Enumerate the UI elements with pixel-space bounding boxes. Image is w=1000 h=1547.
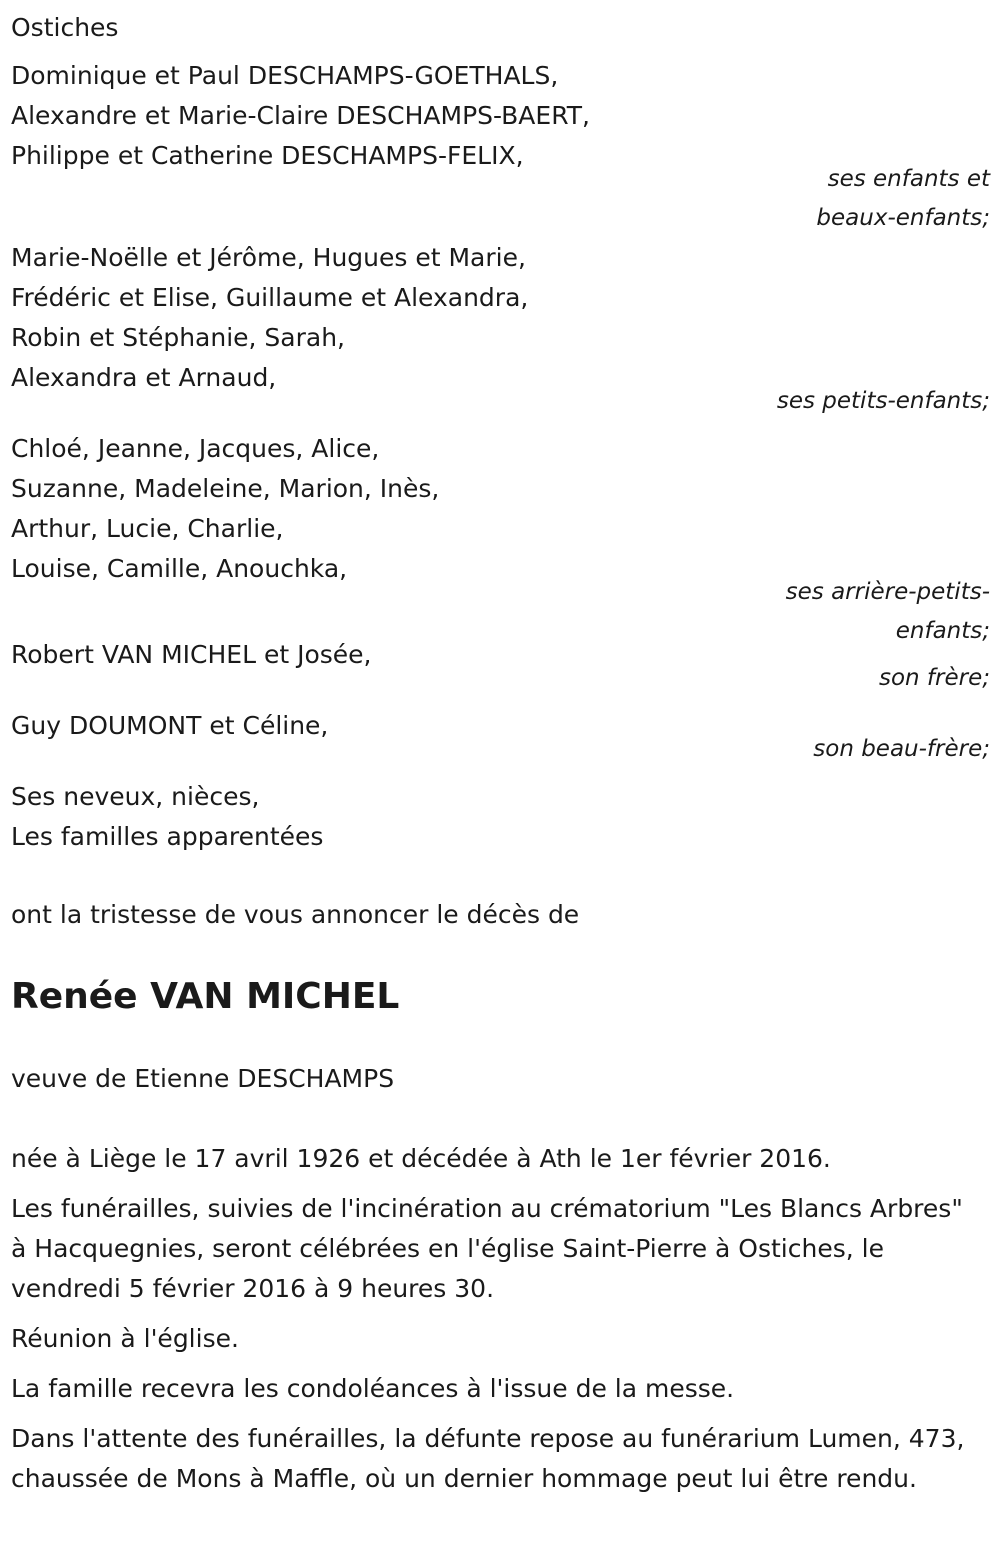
others-section	[11, 777, 990, 857]
role-line: son beau-frère;	[813, 736, 990, 762]
children-line: Dominique et Paul DESCHAMPS-GOETHALS,	[11, 61, 559, 90]
birth-death: née à Liège le 17 avril 1926 et décédée à Ath le 1er février 2016.	[11, 1144, 831, 1173]
grandchildren-section	[11, 238, 990, 421]
deceased-name: Renée VAN MICHEL	[11, 976, 400, 1017]
great-grandchildren-line: Suzanne, Madeleine, Marion, Inès,	[11, 474, 440, 503]
role-line: ses arrière-petits-	[785, 579, 990, 605]
great-grandchildren-line: Chloé, Jeanne, Jacques, Alice,	[11, 434, 380, 463]
great-grandchildren-line: Arthur, Lucie, Charlie,	[11, 514, 284, 543]
role-line: beaux-enfants;	[816, 205, 990, 231]
meeting-info: Réunion à l'église.	[11, 1324, 239, 1353]
grandchildren-line: Frédéric et Elise, Guillaume et Alexandra,	[11, 283, 529, 312]
condolences-info: La famille recevra les condoléances à l'issue de la messe.	[11, 1374, 735, 1403]
grandchildren-line: Robin et Stéphanie, Sarah,	[11, 323, 346, 352]
children-line: Philippe et Catherine DESCHAMPS-FELIX,	[11, 141, 524, 170]
great-grandchildren-section	[11, 429, 990, 651]
brother-in-law-line: Guy DOUMONT et Céline,	[11, 711, 329, 740]
brother-line: Robert VAN MICHEL et Josée,	[11, 640, 372, 669]
grandchildren-line: Marie-Noëlle et Jérôme, Hugues et Marie,	[11, 243, 526, 272]
great-grandchildren-line: Louise, Camille, Anouchka,	[11, 554, 348, 583]
funeral-info: Les funérailles, suivies de l'incinération au crématorium "Les Blancs Arbres" à Hacquegnies, seront célébrées en l'église Saint-Pierre à Ostiches, le vendredi 5 février 2016 à 9 heures 30.	[11, 1194, 963, 1303]
widow-of: veuve de Etienne DESCHAMPS	[11, 1064, 395, 1093]
brother-section	[11, 635, 990, 698]
others-line: Ses neveux, nièces,	[11, 782, 260, 811]
others-line: Les familles apparentées	[11, 822, 324, 851]
role-line: enfants;	[895, 618, 990, 644]
children-section	[11, 56, 990, 238]
role-line: son frère;	[878, 665, 990, 691]
children-line: Alexandre et Marie-Claire DESCHAMPS-BAERT,	[11, 101, 590, 130]
role-line: ses enfants et	[827, 166, 990, 192]
brother-in-law-section	[11, 706, 990, 769]
repose-info: Dans l'attente des funérailles, la défunte repose au funérarium Lumen, 473, chaussée de Mons à Maffle, où un dernier hommage peut lui être rendu.	[11, 1424, 965, 1493]
grandchildren-line: Alexandra et Arnaud,	[11, 363, 277, 392]
announcement: ont la tristesse de vous annoncer le décès de	[11, 900, 580, 929]
location: Ostiches	[11, 13, 119, 42]
role-line: ses petits-enfants;	[776, 388, 990, 414]
